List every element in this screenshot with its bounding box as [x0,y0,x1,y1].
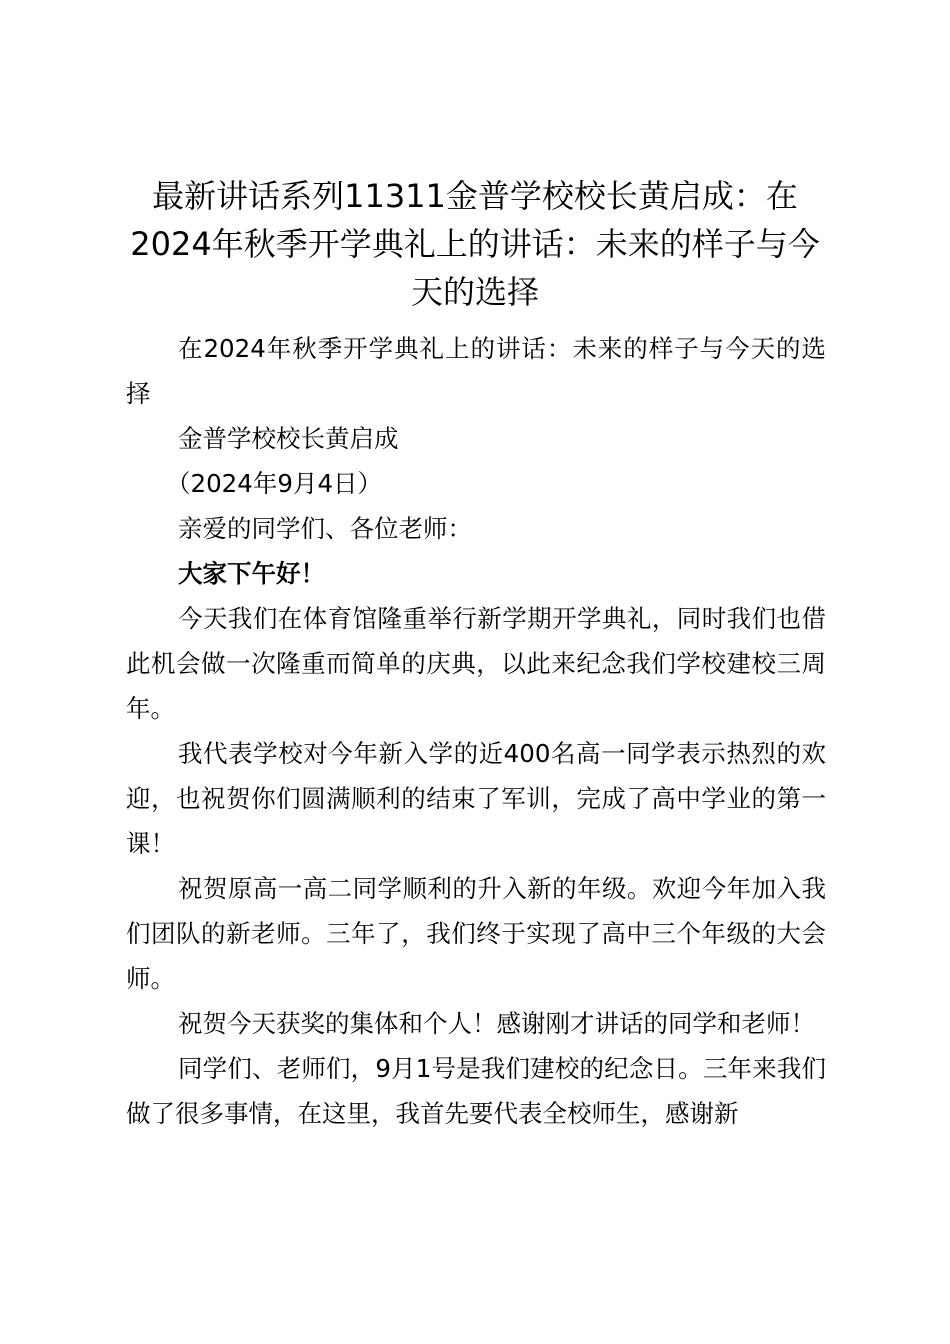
salutation: 亲爱的同学们、各位老师： [178,514,472,543]
speech-subtitle: 在2024年秋季开学典礼上的讲话：未来的样子与今天的选择 [126,334,826,408]
body-paragraph: 祝贺原高一高二同学顺利的升入新的年级。欢迎今年加入我们团队的新老师。三年了，我们终于实现了高中三个年级的大会师。 [126,874,826,993]
body-paragraph: 我代表学校对今年新入学的近400名高一同学表示热烈的欢迎，也祝贺你们圆满顺利的结束了军训，完成了高中学业的第一课！ [126,739,826,858]
document-title: 最新讲话系列11311金普学校校长黄启成：在2024年秋季开学典礼上的讲话：未来的样子与今天的选择 [130,177,820,311]
document-body [126,326,826,1136]
body-paragraph: 今天我们在体育馆隆重举行新学期开学典礼，同时我们也借此机会做一次隆重而简单的庆典，以此来纪念我们学校建校三周年。 [126,604,826,723]
speech-date: （2024年9月4日） [166,469,383,498]
body-paragraph: 同学们、老师们，9月1号是我们建校的纪念日。三年来我们做了很多事情，在这里，我首先要代表全校师生，感谢新 [126,1054,826,1128]
speaker-name: 金普学校校长黄启成 [178,424,399,453]
body-paragraph: 祝贺今天获奖的集体和个人！感谢刚才讲话的同学和老师！ [178,1009,815,1038]
greeting: 大家下午好！ [178,559,325,588]
